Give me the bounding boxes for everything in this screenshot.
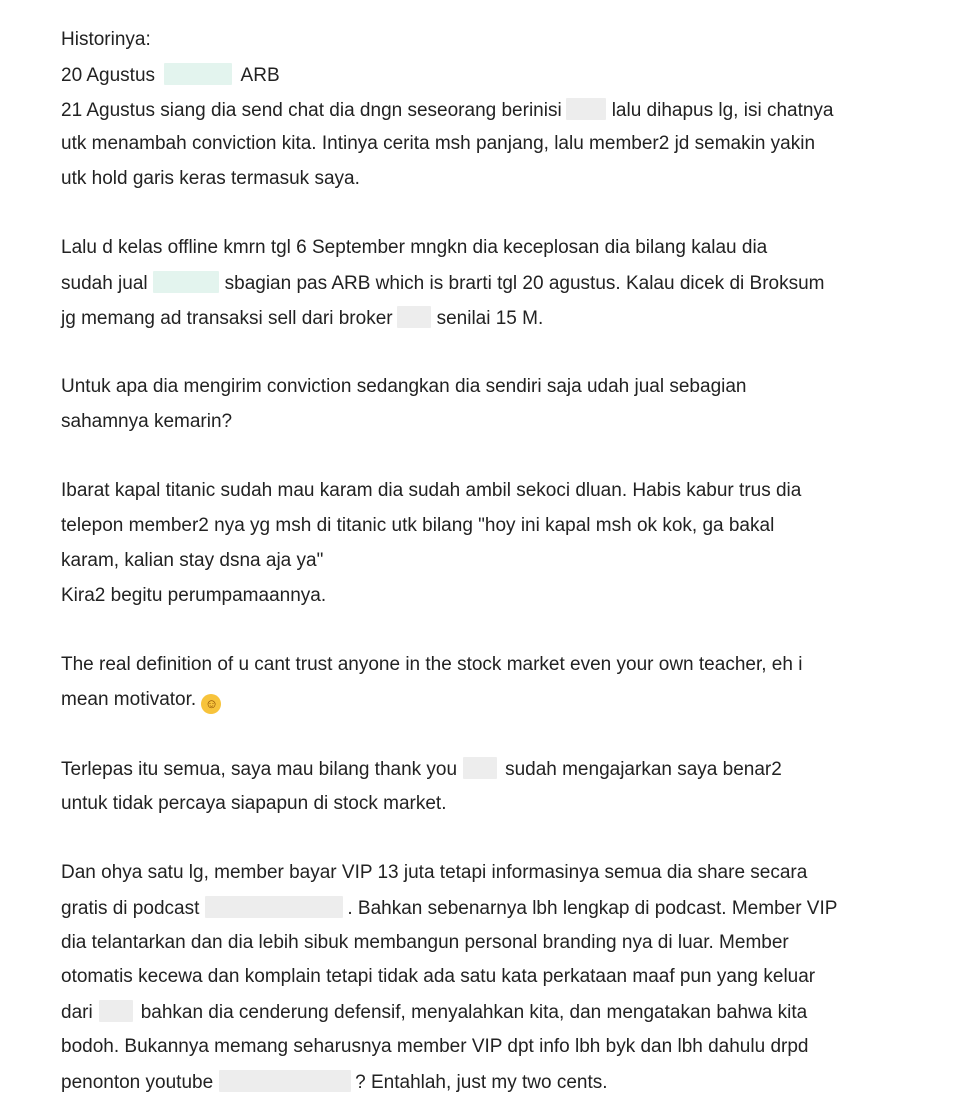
para4-line3: karam, kalian stay dsna aja ya" [61,550,324,571]
date-tail: ARB [240,65,280,86]
para3-line2: sahamnya kemarin? [61,411,233,432]
para7-line6: bodoh. Bukannya memang seharusnya member VIP dpt info lbh byk dan lbh dahulu drpd [61,1036,809,1057]
history-label: Historinya: [61,29,151,50]
para2-line2: sudah jual sbagian pas ARB which is brarti tgl 20 agustus. Kalau dicek di Broksum [61,273,825,294]
para7-line7: penonton youtube ? Entahlah, just my two cents. [61,1072,608,1093]
para4-line1: Ibarat kapal titanic sudah mau karam dia sudah ambil sekoci dluan. Habis kabur trus dia [61,480,802,501]
blushing-face-icon: ☺ [201,694,221,714]
para4-line2: telepon member2 nya yg msh di titanic utk bilang "hoy ini kapal msh ok kok, ga bakal [61,515,775,536]
date-line [61,63,280,87]
para7-line2: gratis di podcast . Bahkan sebenarnya lbh lengkap di podcast. Member VIP [61,898,838,919]
redacted-block [397,306,431,328]
para3-line1: Untuk apa dia mengirim conviction sedangkan dia sendiri saja udah jual sebagian [61,376,747,397]
redacted-block [153,271,219,293]
para2-line3: jg memang ad transaksi sell dari broker senilai 15 M. [61,308,544,329]
redacted-block [566,98,606,120]
redacted-block [219,1070,351,1092]
para1-line2: utk menambah conviction kita. Intinya cerita msh panjang, lalu member2 jd semakin yakin [61,133,816,154]
para6-line1: Terlepas itu semua, saya mau bilang thank you sudah mengajarkan saya benar2 [61,759,782,780]
para7-line5: dari bahkan dia cenderung defensif, menyalahkan kita, dan mengatakan bahwa kita [61,1002,808,1023]
para1-line3: utk hold garis keras termasuk saya. [61,168,360,189]
para7-line1: Dan ohya satu lg, member bayar VIP 13 juta tetapi informasinya semua dia share secara [61,862,808,883]
para4-line4: Kira2 begitu perumpamaannya. [61,585,327,606]
para5-line1: The real definition of u cant trust anyone in the stock market even your own teacher, eh i [61,654,803,675]
para6-line2: untuk tidak percaya siapapun di stock market. [61,793,447,814]
redacted-block [99,1000,133,1022]
para2-line1: Lalu d kelas offline kmrn tgl 6 September mngkn dia keceplosan dia bilang kalau dia [61,237,768,258]
para7-line3: dia telantarkan dan dia lebih sibuk membangun personal branding nya di luar. Member [61,932,789,953]
date-text: 20 Agustus [61,65,156,86]
redacted-block [463,757,497,779]
redacted-block [164,63,232,85]
para7-line4: otomatis kecewa dan komplain tetapi tidak ada satu kata perkataan maaf pun yang keluar [61,966,816,987]
para1-line1: 21 Agustus siang dia send chat dia dngn seseorang berinisi lalu dihapus lg, isi chatnya [61,100,834,121]
para5-line2: mean motivator. ☺ [61,688,221,712]
redacted-block [205,896,343,918]
